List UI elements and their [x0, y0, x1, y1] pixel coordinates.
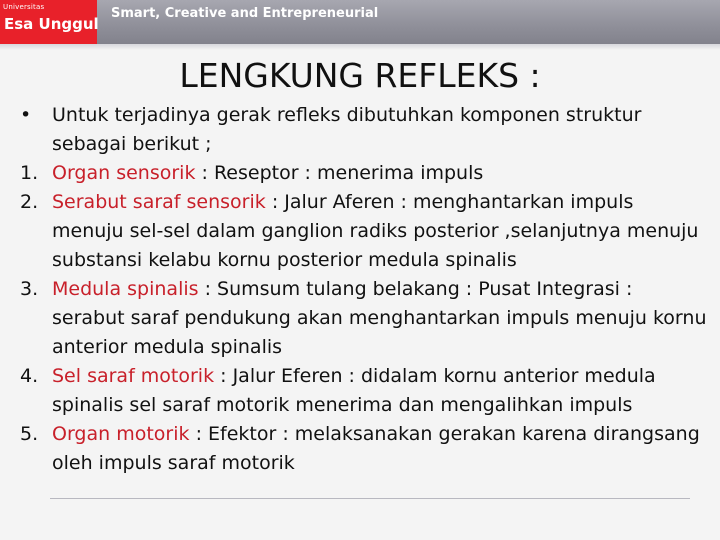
- list-item: [20, 188, 710, 275]
- item-description: : Efektor : melaksanakan gerakan karena dirangsang oleh impuls saraf motorik: [52, 423, 700, 474]
- item-description: : Jalur Aferen : menghantarkan impuls menuju sel-sel dalam ganglion radiks posterior ,selanjutnya menuju substansi kelabu kornu posterior medula spinalis: [52, 191, 699, 271]
- item-description: : Sumsum tulang belakang : Pusat Integrasi : serabut saraf pendukung akan menghantarkan impuls menuju kornu anterior medula spinalis: [52, 278, 707, 358]
- item-number: 4.: [20, 365, 39, 387]
- item-term: Serabut saraf sensorik: [52, 191, 266, 213]
- slide-title: LENGKUNG REFLEKS :: [179, 56, 541, 95]
- item-number: 5.: [20, 423, 39, 445]
- item-description: : Reseptor : menerima impuls: [195, 162, 484, 184]
- bullet-marker: •: [20, 104, 32, 126]
- intro-bullet: [20, 101, 710, 159]
- item-number: 1.: [20, 162, 39, 184]
- logo-small-text: Universitas: [3, 3, 45, 11]
- item-term: Organ motorik: [52, 423, 190, 445]
- university-logo: [0, 0, 97, 44]
- item-term: Medula spinalis: [52, 278, 199, 300]
- intro-text: Untuk terjadinya gerak refleks dibutuhkan komponen struktur sebagai berikut ;: [52, 104, 642, 155]
- footer-divider: [50, 498, 690, 499]
- item-number: 3.: [20, 278, 39, 300]
- list-item: [20, 420, 710, 478]
- list-item: [20, 362, 710, 420]
- item-number: 2.: [20, 191, 39, 213]
- slide-content: [20, 101, 710, 478]
- list-item: [20, 159, 710, 188]
- header-bar: [0, 0, 720, 44]
- list-item: [20, 275, 710, 362]
- item-term: Organ sensorik: [52, 162, 196, 184]
- item-description: : Jalur Eferen : didalam kornu anterior medula spinalis sel saraf motorik menerima dan mengalihkan impuls: [52, 365, 656, 416]
- logo-main-text: Esa Unggul: [4, 15, 99, 33]
- item-term: Sel saraf motorik: [52, 365, 215, 387]
- header-shadow: [0, 44, 720, 50]
- header-tagline: Smart, Creative and Entrepreneurial: [111, 6, 379, 21]
